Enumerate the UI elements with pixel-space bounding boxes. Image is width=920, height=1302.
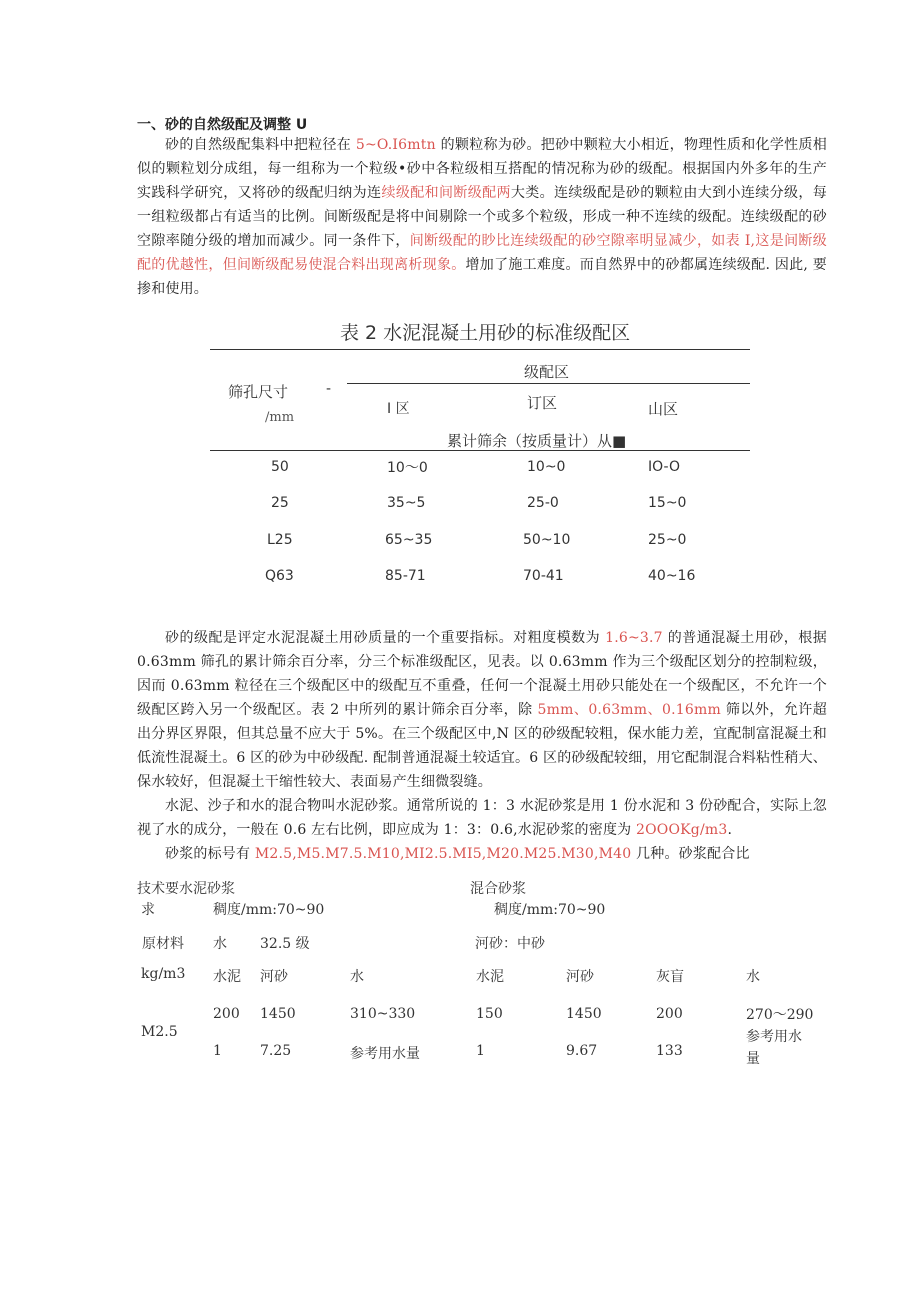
- row-zone1: 10～0: [387, 460, 428, 476]
- col-sand: 河砂: [260, 969, 288, 985]
- cumulative-retained-header: 累计筛余（按质量计）从■: [447, 432, 627, 450]
- mix-value: 1450: [566, 1006, 602, 1022]
- mortar-grade: M2.5: [141, 1024, 178, 1040]
- tech-requirement-label: 技术要水泥砂浆: [137, 881, 235, 897]
- unit-label: kg/m3: [141, 966, 186, 982]
- mix-ratio: 9.67: [566, 1043, 598, 1059]
- consistency-cement-mortar: 稠度/mm:70~90: [213, 902, 325, 918]
- header-dash: -: [326, 381, 332, 397]
- row-size: Q63: [265, 568, 294, 584]
- sieve-size-header: 筛孔尺寸: [228, 383, 289, 401]
- mix-ratio: 1: [213, 1043, 222, 1059]
- mix-ratio: 参考用水量: [746, 1029, 802, 1067]
- row-zone2: 25-0: [527, 495, 559, 511]
- col-water: 水: [350, 969, 364, 985]
- zone-2-header: 订区: [527, 394, 558, 412]
- consistency-mixed-mortar: 稠度/mm:70~90: [494, 902, 606, 918]
- table-top-rule: [210, 349, 750, 350]
- mix-value: 200: [656, 1006, 683, 1022]
- mix-value: 1450: [260, 1006, 296, 1022]
- row-zone3: 40~16: [648, 568, 696, 584]
- raw-material-label: 原材料: [142, 936, 184, 952]
- row-zone1: 65~35: [385, 532, 433, 548]
- row-zone1: 85-71: [385, 568, 426, 584]
- col-lime-mixed: 灰盲: [656, 969, 684, 985]
- row-zone3: 25~0: [648, 532, 687, 548]
- row-zone2: 70-41: [523, 568, 564, 584]
- paragraph-grading-intro: 砂的自然级配集料中把粒径在 5~O.I6mtn 的颗粒称为砂。把砂中颗粒大小相近，物理性质和化学性质相似的颗粒划分成组，每一组称为一个粒级•砂中各粒级相互搭配的情况称为砂的级配。根据国内外多年的生产实践科学研究，又将砂的级配归纳为连续级配和间断级配两大类。连续级配是砂的颗粒由大到小连续分级，每一组粒级都占有适当的比例。间断级配是将中间剔除一个或多个粒级，形成一种不连续的级配。连续级配的砂空隙率随分级的增加而减少。同一条件下，间断级配的眇比连续级配的砂空隙率明显减少，如表 I,这是间断级配的优越性，但间断级配易使混合料出现离析现象。增加了施工难度。而自然界中的砂都属连续级配. 因此, 要掺和使用。: [137, 137, 827, 297]
- tech-requirement-label-2: 求: [141, 902, 155, 918]
- col-water-mixed: 水: [746, 969, 760, 985]
- row-zone2: 50~10: [523, 532, 571, 548]
- row-size: 25: [271, 495, 289, 511]
- row-zone3: IO-O: [648, 459, 680, 475]
- row-zone1: 35~5: [387, 495, 426, 511]
- sieve-unit: /mm: [265, 410, 295, 425]
- col-sand-mixed: 河砂: [566, 969, 594, 985]
- row-size: 50: [271, 459, 289, 475]
- mix-value: 150: [476, 1006, 503, 1022]
- row-zone2: 10~0: [527, 459, 566, 475]
- mix-ratio: 参考用水量: [350, 1046, 420, 1062]
- row-size: L25: [267, 532, 293, 548]
- mix-ratio: 7.25: [260, 1043, 292, 1059]
- cement-grade: 32.5 级: [260, 936, 310, 952]
- section-heading: 一、砂的自然级配及调整 U: [137, 117, 308, 133]
- zone-3-header: 山区: [648, 400, 679, 418]
- col-cement-mixed: 水泥: [476, 969, 504, 985]
- mix-value: 200: [213, 1006, 240, 1022]
- table-title: 表 2 水泥混凝土用砂的标准级配区: [340, 322, 631, 344]
- col-cement: 水泥: [213, 969, 241, 985]
- row-zone3: 15~0: [648, 495, 687, 511]
- zone-header: 级配区: [524, 363, 570, 381]
- paragraph-grading-index: 砂的级配是评定水泥混凝土用砂质量的一个重要指标。对粗度模数为 1.6~3.7 的普通混凝土用砂，根据 0.63mm 筛孔的累计筛余百分率，分三个标准级配区，见表。以 0.63mm 作为三个级配区划分的控制粒级，因而 0.63mm 粒径在三个级配区中的级配互不重叠，任何一个混凝土用砂只能处在一个级配区，不允许一个级配区跨入另一个级配区。表 2 中所列的累计筛余百分率，除 5mm、0.63mm、0.16mm 筛以外，允许超出分界区界限，但其总量不应大于 5%。在三个级配区中,N 区的砂级配较粗，保水能力差，宜配制富混凝土和低流性混凝土。6 区的砂为中砂级配. 配制普通混凝土较适宜。6 区的砂级配较细，用它配制混合料粘性稍大、保水较好，但混凝土干缩性较大、表面易产生细微裂缝。 水泥、沙子和水的混合物叫水泥砂浆。通常所说的 1：3 水泥砂浆是用 1 份水泥和 3 份砂配合，实际上忽视了水的成分，一般在 0.6 左右比例，即应成为 1：3：0.6,水泥砂浆的密度为 2OOOKg/m3. 砂浆的标号有 M2.5,M5.M7.5.M10,MI2.5.MI5,M20.M25.M30,M40 几种。砂浆配合比: [137, 630, 828, 862]
- mixed-mortar-label: 混合砂浆: [470, 881, 526, 897]
- mix-value: 310~330: [350, 1006, 416, 1022]
- zone-1-header: I 区: [387, 401, 410, 417]
- zone-header-rule: [347, 383, 750, 384]
- mix-value: 270～290: [746, 1007, 814, 1023]
- mix-ratio: 1: [476, 1043, 485, 1059]
- water-label-top: 水: [213, 936, 227, 952]
- sand-type: 河砂：中砂: [475, 936, 545, 952]
- mix-ratio: 133: [656, 1043, 683, 1059]
